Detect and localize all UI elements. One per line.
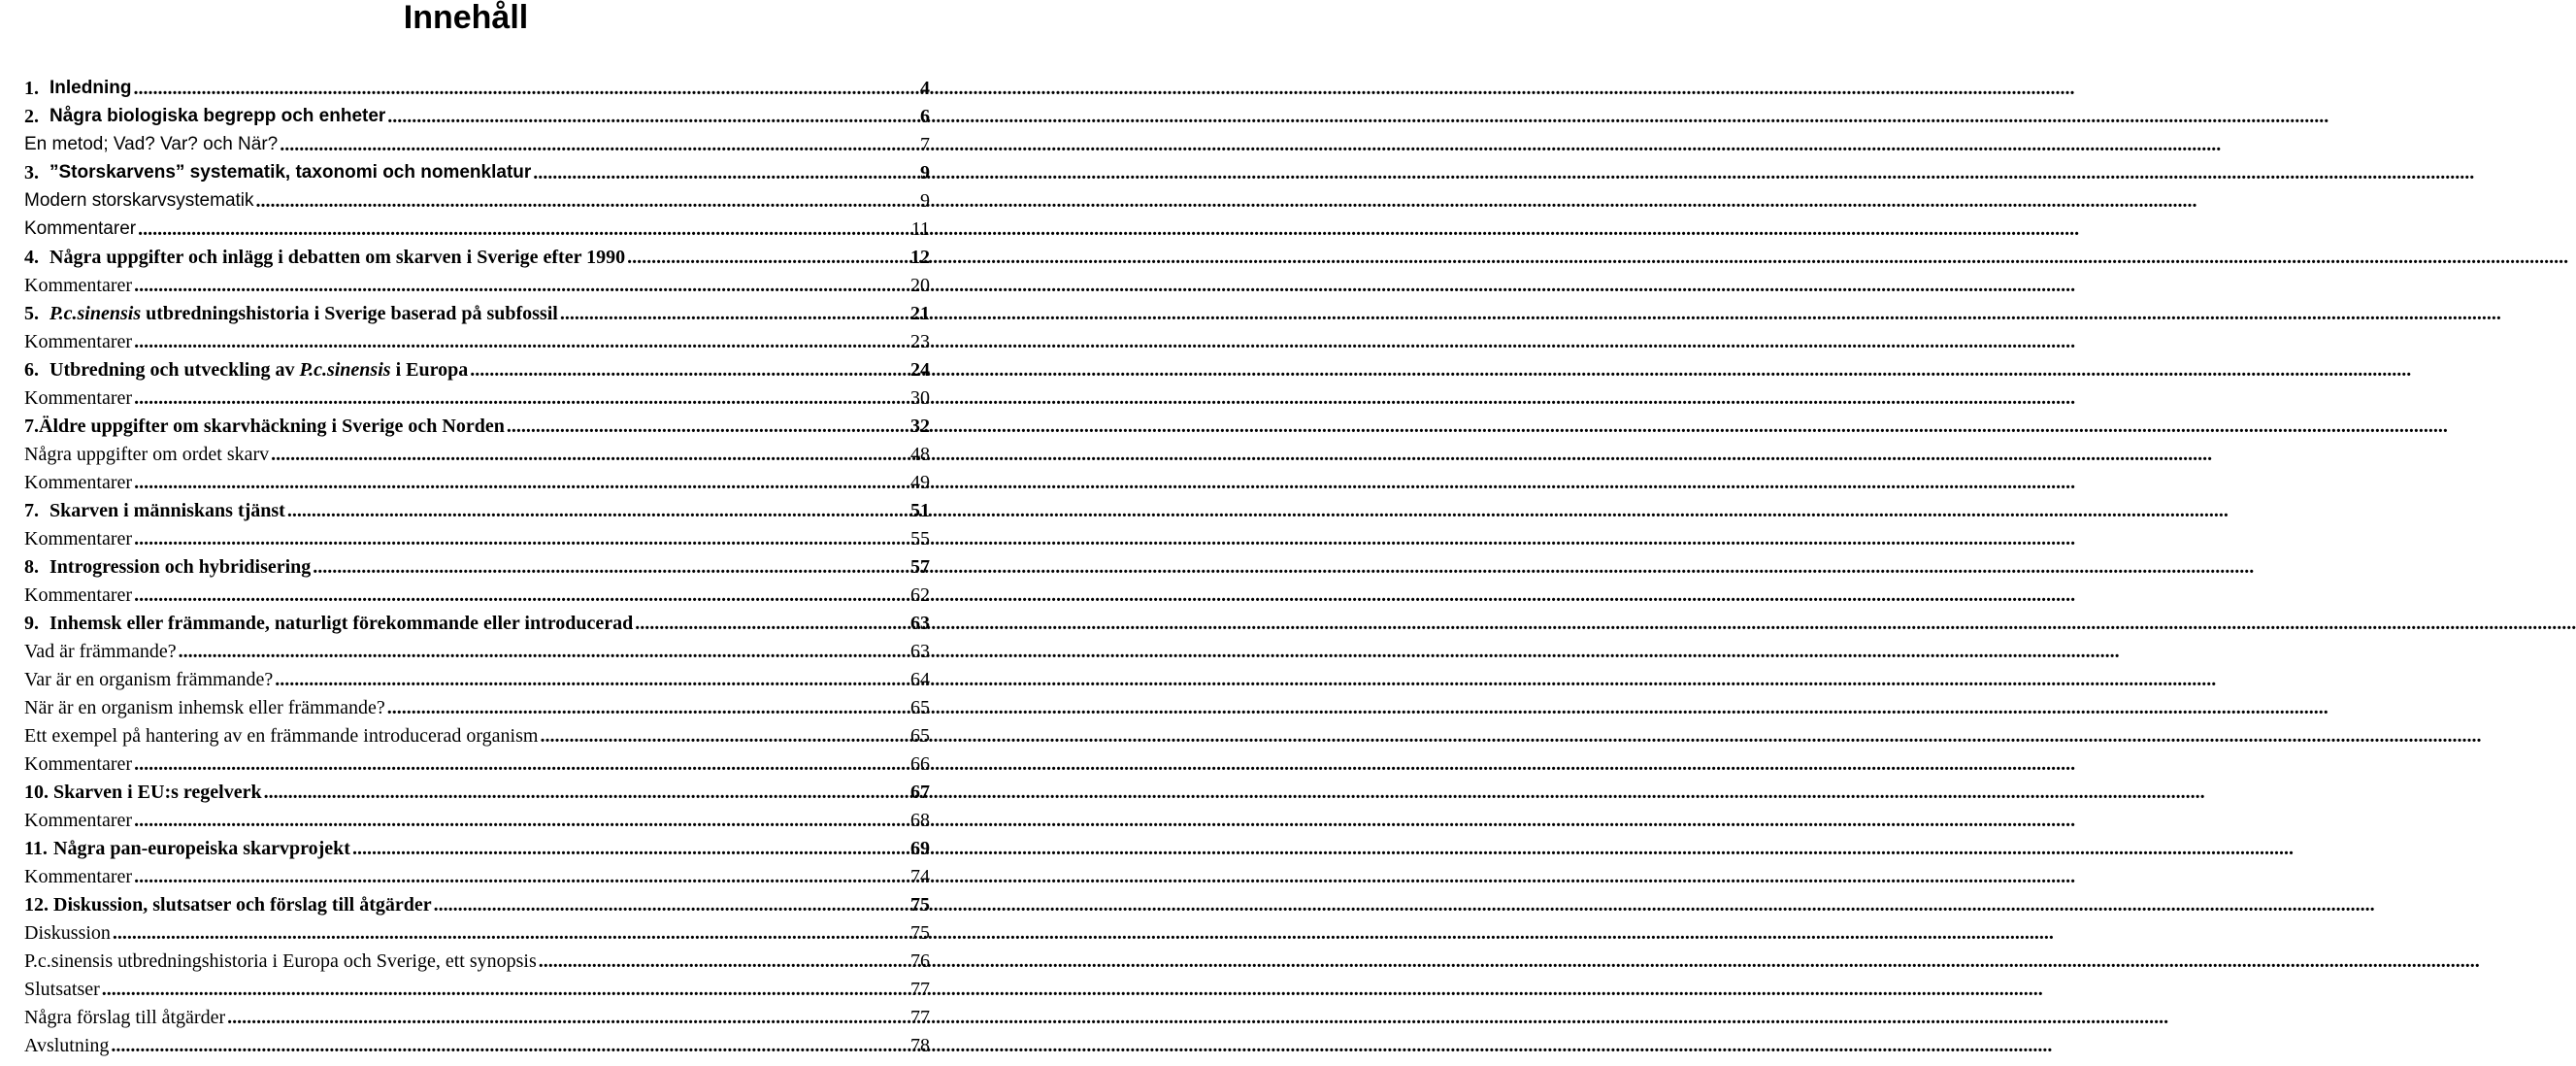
- toc-section-entry[interactable]: [24, 269, 932, 297]
- toc-entry-label: En metod; Vad? Var? och När?: [24, 134, 279, 154]
- toc-section-entry[interactable]: [24, 184, 932, 213]
- toc-chapter-number: 7.: [24, 500, 39, 521]
- toc-page-number: 24: [910, 359, 930, 381]
- toc-chapter-entry[interactable]: [24, 72, 932, 100]
- toc-entry-label: P.c.sinensis utbredningshistoria i Europa och Sverige, ett synopsis: [24, 950, 537, 972]
- toc-section-entry[interactable]: [24, 128, 932, 156]
- toc-entry-label: Utbredning och utveckling av P.c.sinensis i Europa: [50, 359, 469, 381]
- toc-page-number: 9: [920, 162, 930, 183]
- toc-leader-dots: [434, 893, 907, 916]
- toc-chapter-entry[interactable]: [24, 297, 932, 325]
- toc-leader-dots: [540, 724, 907, 748]
- toc-leader-dots: [627, 246, 907, 269]
- toc-chapter-number: 11.: [24, 838, 48, 859]
- toc-section-entry[interactable]: [24, 916, 932, 945]
- toc-leader-dots: [111, 1034, 907, 1057]
- toc-chapter-number: 6.: [24, 359, 39, 381]
- toc-entry-label: Kommentarer: [24, 528, 133, 550]
- toc-leader-dots: [470, 358, 907, 382]
- toc-section-entry[interactable]: [24, 719, 932, 748]
- toc-page-number: 20: [910, 275, 930, 296]
- table-of-contents: [24, 72, 932, 1057]
- toc-section-entry[interactable]: [24, 748, 932, 776]
- toc-leader-dots: [264, 781, 907, 804]
- toc-leader-dots: [287, 499, 907, 522]
- toc-page-number: 30: [910, 387, 930, 409]
- toc-entry-label: Vad är främmande?: [24, 641, 177, 662]
- toc-page-number: 32: [910, 416, 930, 437]
- toc-entry-label: Kommentarer: [24, 218, 137, 239]
- toc-chapter-number: 8.: [24, 556, 39, 578]
- toc-page-number: 67: [910, 782, 930, 803]
- toc-leader-dots: [352, 837, 907, 860]
- toc-entry-label: Introgression och hybridisering: [50, 556, 312, 578]
- toc-page-number: 77: [910, 1007, 930, 1028]
- toc-entry-label: Kommentarer: [24, 387, 133, 409]
- toc-section-entry[interactable]: [24, 382, 932, 410]
- toc-entry-label: Äldre uppgifter om skarvhäckning i Sverige och Norden: [39, 416, 505, 437]
- toc-leader-dots: [134, 809, 907, 832]
- toc-leader-dots: [227, 1006, 907, 1029]
- toc-leader-dots: [138, 217, 907, 241]
- toc-entry-label: Skarven i människans tjänst: [50, 500, 285, 521]
- toc-page-number: 78: [910, 1035, 930, 1056]
- toc-leader-dots: [134, 865, 907, 888]
- toc-entry-label: P.c.sinensis utbredningshistoria i Sverige baserad på subfossil: [50, 303, 558, 324]
- toc-entry-label: Kommentarer: [24, 866, 133, 887]
- toc-page-number: 48: [910, 444, 930, 465]
- toc-entry-label: Slutsatser: [24, 979, 100, 1000]
- toc-entry-label: Inhemsk eller främmande, naturligt förekommande eller introducerad: [50, 613, 634, 634]
- toc-entry-label: Kommentarer: [24, 753, 133, 775]
- toc-entry-label: Några uppgifter och inlägg i debatten om skarven i Sverige efter 1990: [50, 247, 626, 268]
- toc-page-number: 65: [910, 697, 930, 718]
- toc-chapter-entry[interactable]: [24, 607, 932, 635]
- toc-page-number: 23: [910, 331, 930, 352]
- toc-leader-dots: [179, 640, 907, 663]
- toc-chapter-entry[interactable]: [24, 550, 932, 579]
- toc-leader-dots: [102, 978, 907, 1001]
- toc-entry-label: När är en organism inhemsk eller främmande?: [24, 697, 385, 718]
- toc-entry-label: Kommentarer: [24, 584, 133, 606]
- toc-chapter-entry[interactable]: [24, 494, 932, 522]
- toc-entry-label: Diskussion, slutsatser och förslag till åtgärder: [53, 894, 432, 916]
- toc-entry-label: Modern storskarvsystematik: [24, 190, 254, 211]
- toc-page-number: 75: [910, 894, 930, 916]
- toc-section-entry[interactable]: [24, 945, 932, 973]
- toc-page-number: 63: [910, 641, 930, 662]
- toc-leader-dots: [271, 443, 907, 466]
- toc-page-number: 69: [910, 838, 930, 859]
- toc-chapter-number: 4.: [24, 247, 39, 268]
- toc-leader-dots: [275, 668, 907, 691]
- toc-leader-dots: [560, 302, 907, 325]
- toc-entry-label: Några biologiska begrepp och enheter: [50, 106, 386, 126]
- toc-leader-dots: [533, 161, 907, 184]
- toc-page-number: 75: [910, 922, 930, 944]
- toc-chapter-number: 3.: [24, 162, 39, 183]
- toc-section-entry[interactable]: [24, 438, 932, 466]
- toc-leader-dots: [387, 105, 907, 128]
- toc-leader-dots: [134, 527, 907, 550]
- toc-page-number: 11: [910, 218, 930, 240]
- toc-chapter-entry[interactable]: [24, 776, 932, 804]
- toc-entry-label: Ett exempel på hantering av en främmande introducerad organism: [24, 725, 539, 747]
- toc-page-number: 12: [910, 247, 930, 268]
- toc-section-entry[interactable]: [24, 1029, 932, 1057]
- toc-page-number: 9: [920, 190, 930, 212]
- toc-section-entry[interactable]: [24, 804, 932, 832]
- toc-page-number: 66: [910, 753, 930, 775]
- toc-chapter-entry[interactable]: [24, 410, 932, 438]
- toc-section-entry[interactable]: [24, 635, 932, 663]
- toc-page-number: 57: [910, 556, 930, 578]
- toc-section-entry[interactable]: [24, 213, 932, 241]
- toc-section-entry[interactable]: [24, 466, 932, 494]
- toc-leader-dots: [507, 415, 907, 438]
- toc-page-number: 74: [910, 866, 930, 887]
- toc-leader-dots: [280, 133, 907, 156]
- toc-entry-label: Kommentarer: [24, 472, 133, 493]
- toc-page-number: 51: [910, 500, 930, 521]
- toc-leader-dots: [133, 77, 907, 100]
- toc-page-number: 4: [920, 78, 930, 99]
- toc-page-number: 77: [910, 979, 930, 1000]
- toc-leader-dots: [134, 274, 907, 297]
- toc-chapter-entry[interactable]: [24, 100, 932, 128]
- toc-chapter-number: 12.: [24, 894, 49, 916]
- toc-chapter-number: 10.: [24, 782, 49, 803]
- toc-leader-dots: [134, 330, 907, 353]
- toc-leader-dots: [134, 752, 907, 776]
- toc-page-number: 62: [910, 584, 930, 606]
- toc-chapter-entry[interactable]: [24, 241, 932, 269]
- toc-section-entry[interactable]: [24, 325, 932, 353]
- toc-leader-dots: [134, 583, 907, 607]
- toc-page-number: 65: [910, 725, 930, 747]
- toc-entry-label: Några pan-europeiska skarvprojekt: [53, 838, 350, 859]
- toc-chapter-number: 9.: [24, 613, 39, 634]
- toc-section-entry[interactable]: [24, 1001, 932, 1029]
- toc-leader-dots: [113, 921, 907, 945]
- toc-leader-dots: [256, 189, 907, 213]
- toc-leader-dots: [134, 386, 907, 410]
- taxon-name: P.c.sinensis: [50, 303, 142, 324]
- toc-leader-dots: [313, 555, 907, 579]
- toc-entry-label: Inledning: [50, 78, 132, 98]
- toc-page-number: 6: [920, 106, 930, 127]
- toc-entry-label: Diskussion: [24, 922, 111, 944]
- toc-entry-label: Kommentarer: [24, 331, 133, 352]
- toc-page-number: 64: [910, 669, 930, 690]
- toc-chapter-number: 7.: [24, 416, 39, 437]
- toc-leader-dots: [539, 949, 907, 973]
- toc-chapter-entry[interactable]: [24, 888, 932, 916]
- toc-chapter-number: 2.: [24, 106, 39, 127]
- toc-section-entry[interactable]: [24, 579, 932, 607]
- toc-entry-label: Avslutning: [24, 1035, 110, 1056]
- toc-entry-label: Var är en organism främmande?: [24, 669, 274, 690]
- toc-page-number: 21: [910, 303, 930, 324]
- toc-leader-dots: [635, 612, 907, 635]
- toc-page-number: 63: [910, 613, 930, 634]
- toc-entry-label: ”Storskarvens” systematik, taxonomi och nomenklatur: [50, 162, 532, 183]
- taxon-name: P.c.sinensis: [299, 359, 391, 381]
- toc-entry-label: Några uppgifter om ordet skarv: [24, 444, 270, 465]
- toc-chapter-entry[interactable]: [24, 832, 932, 860]
- toc-section-entry[interactable]: [24, 522, 932, 550]
- toc-page-number: 49: [910, 472, 930, 493]
- toc-page-number: 68: [910, 810, 930, 831]
- toc-leader-dots: [134, 471, 907, 494]
- toc-section-entry[interactable]: [24, 663, 932, 691]
- document-page: [0, 0, 932, 1066]
- toc-chapter-entry[interactable]: [24, 156, 932, 184]
- toc-chapter-entry[interactable]: [24, 353, 932, 382]
- toc-leader-dots: [387, 696, 907, 719]
- toc-entry-label: Kommentarer: [24, 810, 133, 831]
- toc-entry-label: Kommentarer: [24, 275, 133, 296]
- toc-chapter-number: 5.: [24, 303, 39, 324]
- toc-section-entry[interactable]: [24, 691, 932, 719]
- toc-section-entry[interactable]: [24, 973, 932, 1001]
- toc-entry-label: Skarven i EU:s regelverk: [53, 782, 262, 803]
- toc-entry-label: Några förslag till åtgärder: [24, 1007, 226, 1028]
- toc-page-number: 76: [910, 950, 930, 972]
- toc-page-number: 55: [910, 528, 930, 550]
- toc-chapter-number: 1.: [24, 78, 39, 99]
- toc-section-entry[interactable]: [24, 860, 932, 888]
- toc-page-number: 7: [920, 134, 930, 155]
- page-title: Innehåll: [403, 0, 529, 36]
